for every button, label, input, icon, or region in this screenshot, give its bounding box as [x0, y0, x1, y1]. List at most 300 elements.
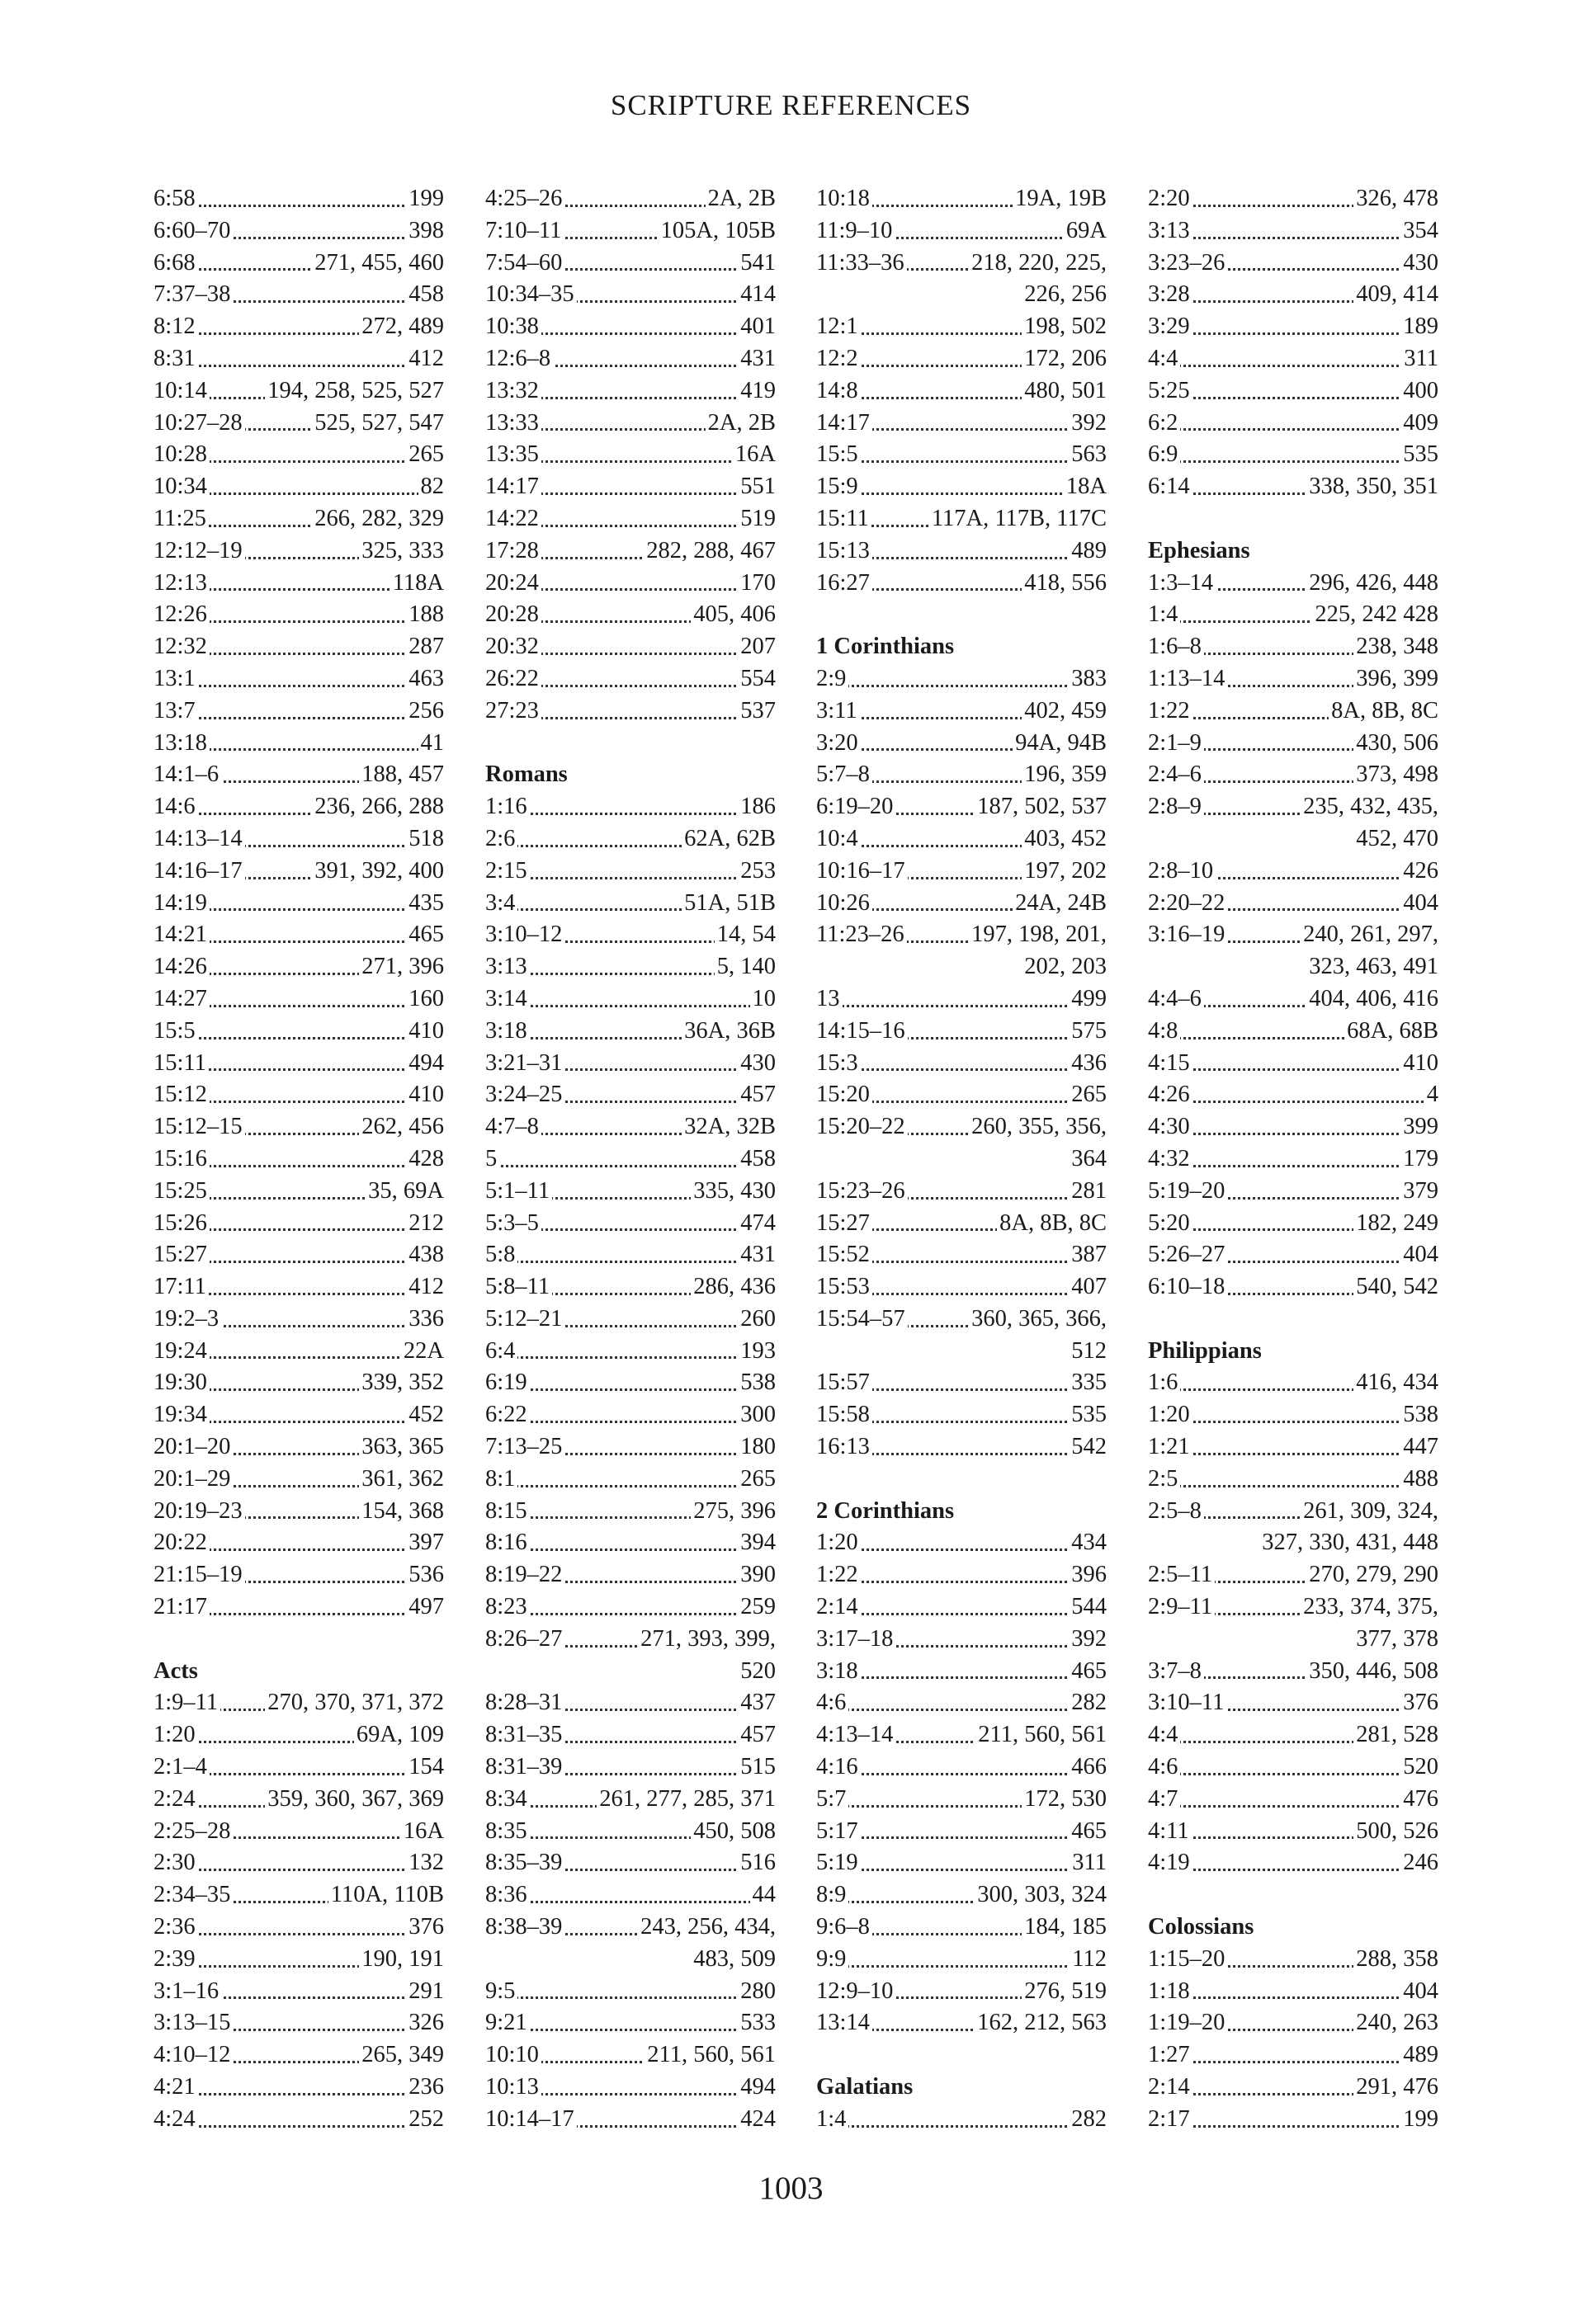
verse-ref: 5:19: [816, 1847, 861, 1879]
index-entry: [153, 1176, 444, 1208]
verse-ref: 12:13: [153, 568, 210, 600]
page-refs: 94A, 94B: [1013, 730, 1107, 756]
index-entry: [816, 1016, 1107, 1048]
index-entry: [153, 759, 444, 791]
index-entry: [816, 1687, 1107, 1719]
index-entry: [485, 599, 776, 631]
verse-ref: 3:17–18: [816, 1624, 895, 1656]
page-refs: 525, 527, 547: [312, 410, 444, 436]
page-refs-continued: 323, 463, 491: [1309, 954, 1438, 980]
verse-ref: 4:7: [1148, 1784, 1180, 1816]
verse-ref: 1:27: [1148, 2039, 1192, 2072]
index-entry: [485, 1912, 776, 1976]
index-entry: [153, 343, 444, 375]
verse-ref: 20:22: [153, 1527, 210, 1559]
index-entry: [153, 791, 444, 823]
verse-ref: 13: [816, 983, 843, 1016]
verse-ref: 15:20–22: [816, 1111, 908, 1143]
page-refs: 465: [1069, 1818, 1107, 1844]
verse-ref: 4:8: [1148, 1016, 1180, 1048]
index-entry: [1148, 983, 1438, 1016]
index-entry: [153, 1527, 444, 1559]
verse-ref: 8:12: [153, 311, 198, 343]
spacer: [153, 1624, 444, 1656]
page-refs: 404: [1400, 890, 1438, 916]
page-refs: 499: [1069, 986, 1107, 1011]
verse-ref: 10:26: [816, 888, 872, 920]
page-refs: 194, 258, 525, 527: [265, 378, 444, 403]
index-entry: [153, 1079, 444, 1111]
index-entry: [816, 247, 1107, 312]
index-entry: [153, 183, 444, 215]
page-refs-continued: 327, 330, 431, 448: [1262, 1530, 1438, 1556]
index-entry: [816, 1271, 1107, 1303]
page-refs: 463: [406, 666, 444, 691]
page-refs: 450, 508: [691, 1818, 776, 1844]
page-refs: 211, 560, 561: [975, 1722, 1107, 1747]
verse-ref: 14:21: [153, 919, 210, 951]
verse-ref: 17:11: [153, 1271, 209, 1303]
page-refs: 265: [1069, 1082, 1107, 1107]
index-entry: [1148, 471, 1438, 503]
page-refs: 118A: [390, 570, 444, 596]
page-refs: 291: [406, 1978, 444, 2004]
verse-ref: 15:9: [816, 471, 861, 503]
index-entry: [1148, 888, 1438, 920]
index-entry: [485, 1559, 776, 1591]
page-refs: 431: [738, 1242, 776, 1267]
index-entry: [816, 759, 1107, 791]
index-entry: [1148, 1719, 1438, 1751]
page-refs: 325, 333: [359, 538, 444, 563]
page-refs: 199: [1400, 2106, 1438, 2132]
index-entry: [485, 439, 776, 471]
verse-ref: 10:18: [816, 183, 872, 215]
verse-ref: 8:36: [485, 1879, 530, 1912]
verse-ref: 15:25: [153, 1176, 210, 1208]
index-entry: [485, 1464, 776, 1496]
index-entry: [816, 1591, 1107, 1624]
page-refs: 199: [406, 186, 444, 211]
page-refs: 540, 542: [1353, 1274, 1438, 1299]
index-entry: [153, 439, 444, 471]
index-entry: [816, 503, 1107, 535]
verse-ref: 2:4–6: [1148, 759, 1204, 791]
index-entry: [1148, 1016, 1438, 1048]
verse-ref: 11:25: [153, 503, 209, 535]
page-refs: 105A, 105B: [659, 218, 776, 243]
index-entry: [1148, 2007, 1438, 2039]
index-entry: [153, 599, 444, 631]
verse-ref: 1:22: [1148, 695, 1192, 728]
page-refs: 458: [406, 281, 444, 307]
verse-ref: 13:35: [485, 439, 541, 471]
page-refs: 430, 506: [1353, 730, 1438, 756]
verse-ref: 14:22: [485, 503, 541, 535]
verse-ref: 15:53: [816, 1271, 872, 1303]
page-refs: 354: [1400, 218, 1438, 243]
verse-ref: 4:26: [1148, 1079, 1192, 1111]
book-heading: Romans: [485, 761, 568, 788]
verse-ref: 9:9: [816, 1944, 848, 1976]
spacer: [816, 2039, 1107, 2072]
page-refs: 396: [1069, 1562, 1107, 1587]
page-refs: 376: [1400, 1690, 1438, 1715]
page-refs: 44: [750, 1882, 777, 1907]
page-refs: 188, 457: [359, 761, 444, 787]
index-entry: [816, 1527, 1107, 1559]
index-entry: [153, 1016, 444, 1048]
index-entry: [816, 439, 1107, 471]
index-entry: [485, 1687, 776, 1719]
index-entry: [153, 1879, 444, 1912]
index-entry: [1148, 247, 1438, 280]
index-column-3: [816, 183, 1107, 2136]
verse-ref: 21:17: [153, 1591, 210, 1624]
index-entry: [153, 535, 444, 568]
index-entry: [1148, 1847, 1438, 1879]
page-refs: 452: [406, 1402, 444, 1427]
index-entry: [1148, 1431, 1438, 1464]
verse-ref: 12:26: [153, 599, 210, 631]
verse-ref: 2:5–8: [1148, 1496, 1204, 1528]
page-refs: 311: [1070, 1850, 1107, 1875]
verse-ref: 27:23: [485, 695, 541, 728]
index-entry: [153, 1944, 444, 1976]
index-entry: [485, 471, 776, 503]
verse-ref: 15:12: [153, 1079, 210, 1111]
index-entry: [816, 1976, 1107, 2008]
verse-ref: 5:26–27: [1148, 1239, 1227, 1271]
verse-ref: 10:34–35: [485, 279, 577, 311]
spacer: [1148, 503, 1438, 535]
verse-ref: 2:15: [485, 856, 530, 888]
page-refs: 265: [406, 441, 444, 467]
verse-ref: 2:1–4: [153, 1751, 210, 1784]
verse-ref: 5:25: [1148, 375, 1192, 408]
page-refs: 261, 277, 285, 371: [597, 1786, 776, 1812]
index-entry: [485, 856, 776, 888]
spacer: [1148, 1303, 1438, 1336]
page-refs: 300: [738, 1402, 776, 1427]
page-refs-continued: 483, 509: [693, 1945, 776, 1972]
index-entry: [1148, 408, 1438, 440]
page-refs: 162, 212, 563: [975, 2010, 1107, 2035]
index-entry: [1148, 599, 1438, 631]
page-refs: 160: [406, 986, 444, 1011]
index-entry: [816, 311, 1107, 343]
page-refs: 537: [738, 698, 776, 724]
verse-ref: 2:8–9: [1148, 791, 1204, 823]
page-refs: 117A, 117B, 117C: [929, 506, 1107, 531]
index-entry: [153, 1431, 444, 1464]
page-refs: 154, 368: [359, 1498, 444, 1524]
verse-ref: 8:28–31: [485, 1687, 564, 1719]
page-refs: 404, 406, 416: [1306, 986, 1438, 1011]
index-entry: [153, 1847, 444, 1879]
index-entry: [485, 1976, 776, 2008]
page-refs: 410: [406, 1018, 444, 1044]
index-entry: [816, 215, 1107, 247]
verse-ref: 3:10–12: [485, 919, 564, 951]
verse-ref: 12:9–10: [816, 1976, 895, 2008]
verse-ref: 2:14: [816, 1591, 861, 1624]
index-entry: [1148, 1784, 1438, 1816]
index-entry: [1148, 1367, 1438, 1399]
index-entry: [1148, 1591, 1438, 1656]
index-entry: [485, 663, 776, 695]
page-refs: 69A: [1064, 218, 1107, 243]
verse-ref: 8:31: [153, 343, 198, 375]
index-entry: [485, 2104, 776, 2136]
verse-ref: 5:17: [816, 1816, 861, 1848]
page-refs: 265: [738, 1466, 776, 1492]
page-refs: 410: [406, 1082, 444, 1107]
page-refs: 360, 365, 366,: [969, 1306, 1107, 1332]
index-entry: [1148, 856, 1438, 888]
index-entry: [485, 1239, 776, 1271]
verse-ref: 8:38–39: [485, 1912, 564, 1944]
page-refs: 457: [738, 1082, 776, 1107]
page-refs: 172, 206: [1022, 346, 1107, 371]
index-entry: [153, 856, 444, 888]
page-refs: 410: [1400, 1050, 1438, 1076]
index-entry: [485, 1271, 776, 1303]
verse-ref: 1:20: [1148, 1399, 1192, 1431]
index-entry: [816, 2007, 1107, 2039]
index-entry: [485, 1496, 776, 1528]
page-refs: 416, 434: [1353, 1369, 1438, 1395]
index-entry: [485, 791, 776, 823]
index-entry: [816, 888, 1107, 920]
verse-ref: 14:17: [485, 471, 541, 503]
page-refs: 225, 242 428: [1312, 601, 1438, 627]
page-refs: 281, 528: [1353, 1722, 1438, 1747]
index-entry: [816, 919, 1107, 983]
verse-ref: 2:25–28: [153, 1816, 233, 1848]
page-refs: 335: [1069, 1369, 1107, 1395]
index-entry: [153, 1143, 444, 1176]
verse-ref: 19:2–3: [153, 1303, 221, 1336]
index-entry: [485, 919, 776, 951]
page-refs: 409: [1400, 410, 1438, 436]
verse-ref: 8:34: [485, 1784, 530, 1816]
index-entry: [153, 663, 444, 695]
index-entry: [485, 183, 776, 215]
index-entry: [485, 535, 776, 568]
index-entry: [1148, 279, 1438, 311]
page-refs: 494: [738, 2074, 776, 2100]
page-refs: 401: [738, 313, 776, 339]
page-number: 1003: [758, 2171, 824, 2206]
page-refs: 212: [406, 1210, 444, 1236]
index-entry: [485, 1591, 776, 1624]
index-entry: [1148, 375, 1438, 408]
page-refs: 252: [406, 2106, 444, 2132]
index-entry: [816, 1559, 1107, 1591]
verse-ref: 4:11: [1148, 1816, 1192, 1848]
index-entry: [1148, 695, 1438, 728]
index-entry: [485, 2039, 776, 2072]
page-refs: 262, 456: [359, 1114, 444, 1139]
verse-ref: 8:23: [485, 1591, 530, 1624]
index-entry: [1148, 1239, 1438, 1271]
index-entry: [1148, 1271, 1438, 1303]
verse-ref: 2:5–11: [1148, 1559, 1215, 1591]
page-refs: 246: [1400, 1850, 1438, 1875]
verse-ref: 2:9: [816, 663, 848, 695]
page-refs: 19A, 19B: [1013, 186, 1107, 211]
verse-ref: 15:12–15: [153, 1111, 245, 1143]
index-entry: [153, 728, 444, 760]
page-refs: 339, 352: [359, 1369, 444, 1395]
book-heading: 1 Corinthians: [816, 634, 955, 660]
verse-ref: 10:13: [485, 2072, 541, 2104]
verse-ref: 11:23–26: [816, 919, 907, 951]
index-entry: [153, 1111, 444, 1143]
page-refs: 434: [1069, 1530, 1107, 1555]
index-entry: [153, 1751, 444, 1784]
page-refs: 2A, 2B: [706, 186, 776, 211]
page-refs: 457: [738, 1722, 776, 1747]
page-refs: 235, 432, 435,: [1301, 794, 1438, 819]
verse-ref: 2:34–35: [153, 1879, 233, 1912]
index-entry: [485, 1719, 776, 1751]
page-refs: 405, 406: [691, 601, 776, 627]
page-refs: 300, 303, 324: [975, 1882, 1107, 1907]
page-refs: 51A, 51B: [682, 890, 776, 916]
index-entry: [485, 888, 776, 920]
verse-ref: 1:15–20: [1148, 1944, 1227, 1976]
verse-ref: 20:24: [485, 568, 541, 600]
index-entry: [485, 983, 776, 1016]
page-refs: 110A, 110B: [328, 1882, 444, 1907]
index-entry: [153, 983, 444, 1016]
verse-ref: 13:14: [816, 2007, 872, 2039]
index-entry: [153, 375, 444, 408]
index-entry: [816, 535, 1107, 568]
page-refs: 326, 478: [1353, 186, 1438, 211]
page-refs: 391, 392, 400: [312, 858, 444, 884]
page-refs: 407: [1069, 1274, 1107, 1299]
page-refs: 447: [1400, 1434, 1438, 1459]
verse-ref: 4:21: [153, 2072, 198, 2104]
verse-ref: 7:10–11: [485, 215, 564, 247]
index-entry: [153, 1591, 444, 1624]
page-refs: 516: [738, 1850, 776, 1875]
verse-ref: 2:1–9: [1148, 728, 1204, 760]
verse-ref: 6:19–20: [816, 791, 895, 823]
index-entry: [153, 471, 444, 503]
verse-ref: 14:26: [153, 951, 210, 983]
spacer: [1148, 1879, 1438, 1912]
index-entry: [485, 1336, 776, 1368]
verse-ref: 11:33–36: [816, 247, 907, 280]
verse-ref: 15:16: [153, 1143, 210, 1176]
verse-ref: 3:29: [1148, 311, 1192, 343]
verse-ref: 3:1–16: [153, 1976, 221, 2008]
verse-ref: 4:15: [1148, 1048, 1192, 1080]
page-refs: 383: [1069, 666, 1107, 691]
page-refs-continued: 226, 256: [1024, 281, 1107, 308]
index-entry: [816, 1431, 1107, 1464]
page-refs: 494: [406, 1050, 444, 1076]
verse-ref: 7:13–25: [485, 1431, 564, 1464]
page-refs: 554: [738, 666, 776, 691]
verse-ref: 12:6–8: [485, 343, 553, 375]
page-refs: 282: [1069, 1690, 1107, 1715]
verse-ref: 4:13–14: [816, 1719, 895, 1751]
index-entry: [816, 1367, 1107, 1399]
verse-ref: 12:32: [153, 631, 210, 663]
index-entry: [816, 1912, 1107, 1944]
page-refs: 271, 455, 460: [312, 250, 444, 276]
verse-ref: 4:7–8: [485, 1111, 541, 1143]
index-entry: [816, 1079, 1107, 1111]
verse-ref: 8:31–39: [485, 1751, 564, 1784]
verse-ref: 5:12–21: [485, 1303, 564, 1336]
verse-ref: 6:60–70: [153, 215, 233, 247]
page-refs: 68A, 68B: [1344, 1018, 1438, 1044]
verse-ref: 13:1: [153, 663, 198, 695]
page-refs: 291, 476: [1353, 2074, 1438, 2100]
page-refs: 24A, 24B: [1013, 890, 1107, 916]
page-refs: 500, 526: [1353, 1818, 1438, 1844]
index-columns: [153, 183, 1441, 2130]
page-refs: 404: [1400, 1242, 1438, 1267]
page-refs: 376: [406, 1914, 444, 1940]
verse-ref: 12:2: [816, 343, 861, 375]
page-refs: 236: [406, 2074, 444, 2100]
page-refs: 190, 191: [359, 1946, 444, 1972]
page-refs: 36A, 36B: [682, 1018, 776, 1044]
index-entry: [153, 408, 444, 440]
index-entry: [485, 568, 776, 600]
index-entry: [485, 1143, 776, 1176]
index-entry: [153, 919, 444, 951]
page-refs-continued: 512: [1071, 1337, 1107, 1364]
book-heading: Ephesians: [1148, 537, 1250, 563]
page-refs: 207: [738, 634, 776, 659]
page-refs: 519: [738, 506, 776, 531]
page-refs: 112: [1070, 1946, 1107, 1972]
page-refs: 271, 396: [359, 954, 444, 979]
index-entry: [153, 888, 444, 920]
verse-ref: 1:19–20: [1148, 2007, 1227, 2039]
page-refs: 373, 498: [1353, 761, 1438, 787]
page-refs: 296, 426, 448: [1306, 570, 1438, 596]
page-refs: 399: [1400, 1114, 1438, 1139]
verse-ref: 15:27: [153, 1239, 210, 1271]
page-refs: 186: [738, 794, 776, 819]
page-refs: 282, 288, 467: [644, 538, 776, 563]
index-entry: [485, 1847, 776, 1879]
verse-ref: 7:54–60: [485, 247, 564, 280]
page-refs: 270, 370, 371, 372: [265, 1690, 444, 1715]
page-refs: 436: [1069, 1050, 1107, 1076]
index-entry: [485, 1303, 776, 1336]
page-refs: 184, 185: [1022, 1914, 1107, 1940]
index-entry: [485, 2072, 776, 2104]
index-entry: [1148, 1399, 1438, 1431]
verse-ref: 13:33: [485, 408, 541, 440]
verse-ref: 2:20: [1148, 183, 1192, 215]
verse-ref: 5:1–11: [485, 1176, 552, 1208]
index-entry: [485, 1624, 776, 1688]
page-refs: 272, 489: [359, 313, 444, 339]
verse-ref: 6:2: [1148, 408, 1180, 440]
verse-ref: 1:18: [1148, 1976, 1192, 2008]
